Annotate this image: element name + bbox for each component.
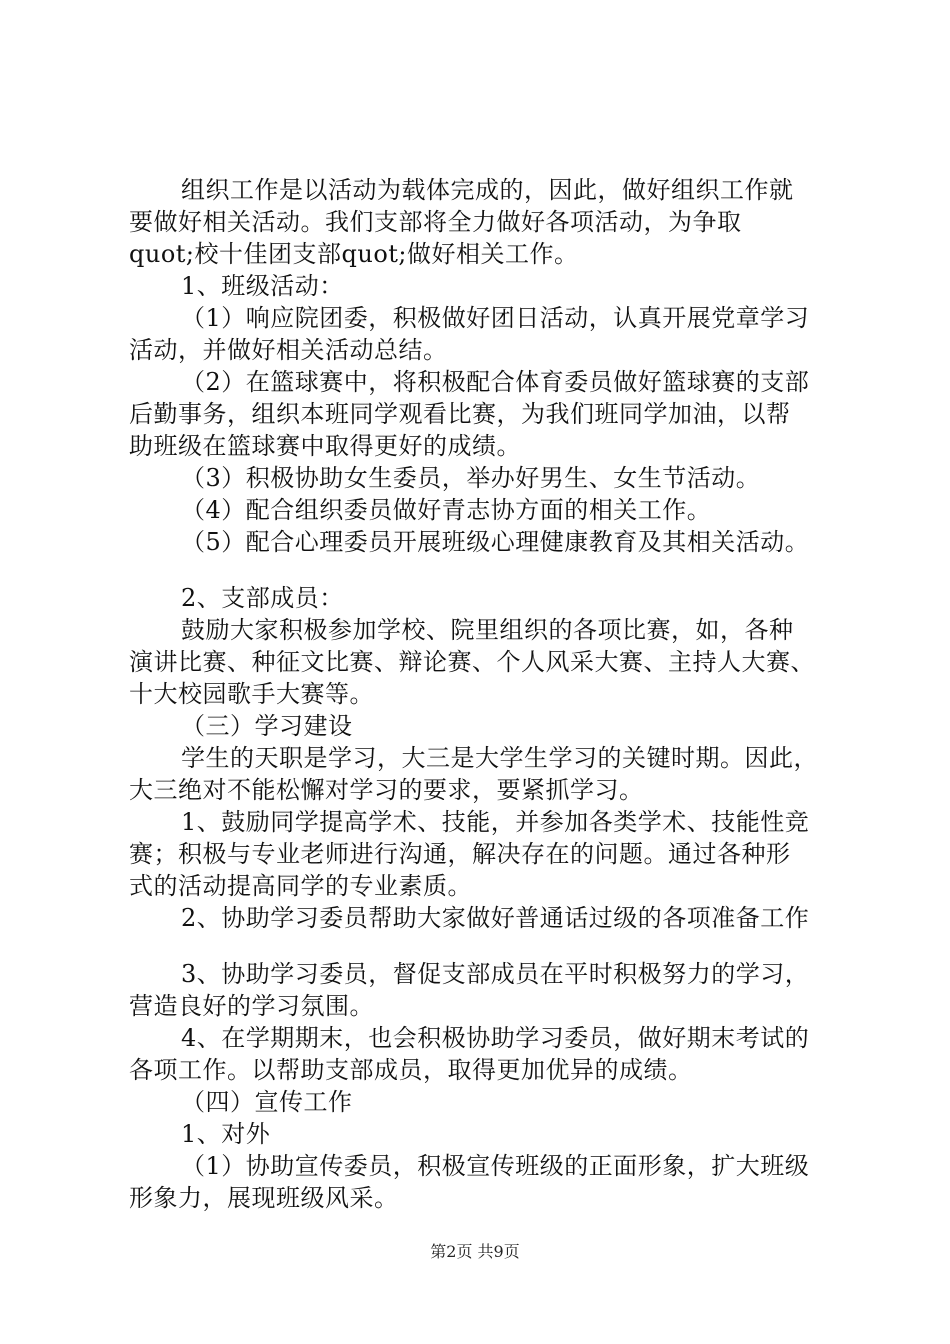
- paragraph-line: 2、协助学习委员帮助大家做好普通话过级的各项准备工作: [181, 904, 810, 932]
- paragraph-line: 式的活动提高同学的专业素质。: [129, 872, 472, 900]
- paragraph-line: 形象力，展现班级风采。: [129, 1184, 399, 1212]
- paragraph-line: （5）配合心理委员开展班级心理健康教育及其相关活动。: [181, 528, 810, 556]
- paragraph-line: 4、在学期期末，也会积极协助学习委员，做好期末考试的: [181, 1024, 810, 1052]
- paragraph-line: 后勤事务，组织本班同学观看比赛，为我们班同学加油，以帮: [129, 400, 791, 428]
- paragraph-line: 十大校园歌手大赛等。: [129, 680, 374, 708]
- paragraph-line: 学生的天职是学习，大三是大学生学习的关键时期。因此，: [181, 744, 818, 772]
- section-heading: （四）宣传工作: [181, 1088, 353, 1116]
- paragraph-line: 要做好相关活动。我们支部将全力做好各项活动，为争取: [129, 208, 742, 236]
- paragraph-line: 3、协助学习委员，督促支部成员在平时积极努力的学习，: [181, 960, 810, 988]
- paragraph-line: 鼓励大家积极参加学校、院里组织的各项比赛，如，各种: [181, 616, 794, 644]
- paragraph-line: 1、班级活动：: [181, 272, 344, 300]
- paragraph-line: quot;校十佳团支部quot;做好相关工作。: [129, 240, 579, 268]
- paragraph-line: 助班级在篮球赛中取得更好的成绩。: [129, 432, 521, 460]
- paragraph-line: 演讲比赛、种征文比赛、辩论赛、个人风采大赛、主持人大赛、: [129, 648, 815, 676]
- page-number-footer: 第2页 共9页: [430, 1242, 520, 1261]
- paragraph-line: 营造良好的学习氛围。: [129, 992, 374, 1020]
- paragraph-line: 1、对外: [181, 1120, 271, 1148]
- section-heading: （三）学习建设: [181, 712, 353, 740]
- paragraph-line: 1、鼓励同学提高学术、技能，并参加各类学术、技能性竞: [181, 808, 810, 836]
- paragraph-line: （1）协助宣传委员，积极宣传班级的正面形象，扩大班级: [181, 1152, 810, 1180]
- section-heading: 2、支部成员：: [181, 584, 344, 612]
- paragraph-line: （3）积极协助女生委员，举办好男生、女生节活动。: [181, 464, 761, 492]
- paragraph-line: 赛；积极与专业老师进行沟通，解决存在的问题。通过各种形: [129, 840, 791, 868]
- paragraph-line: （4）配合组织委员做好青志协方面的相关工作。: [181, 496, 712, 524]
- paragraph-line: 大三绝对不能松懈对学习的要求，要紧抓学习。: [129, 776, 644, 804]
- paragraph-line: 各项工作。以帮助支部成员，取得更加优异的成绩。: [129, 1056, 693, 1084]
- paragraph-line: （1）响应院团委，积极做好团日活动，认真开展党章学习: [181, 304, 810, 332]
- paragraph-line: （2）在篮球赛中，将积极配合体育委员做好篮球赛的支部: [181, 368, 810, 396]
- paragraph-line: 组织工作是以活动为载体完成的，因此，做好组织工作就: [181, 176, 794, 204]
- paragraph-line: 活动，并做好相关活动总结。: [129, 336, 448, 364]
